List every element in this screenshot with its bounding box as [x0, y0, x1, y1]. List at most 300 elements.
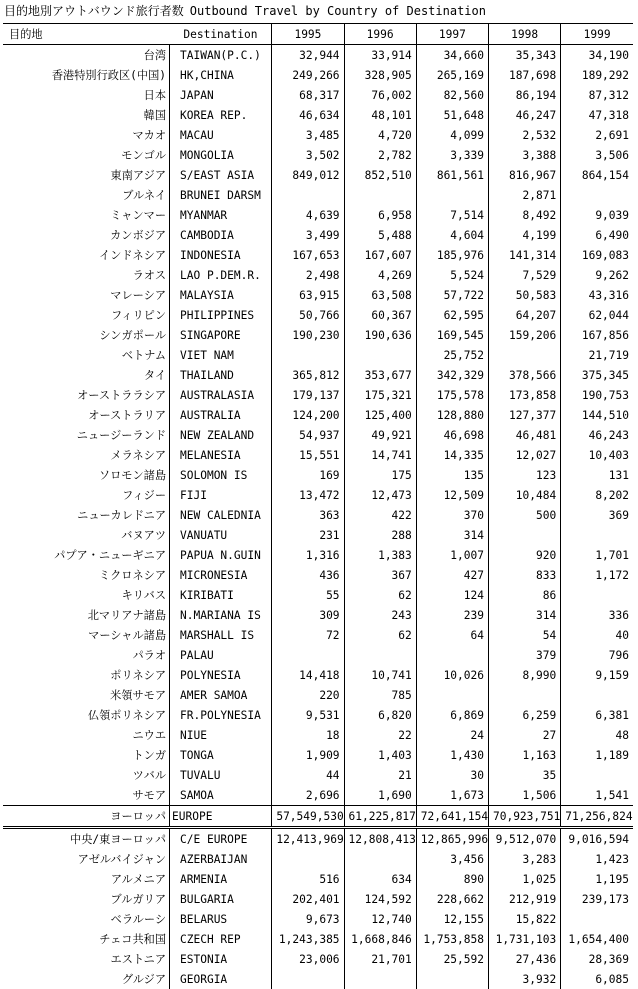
value-cell [272, 849, 344, 869]
value-cell: 123 [488, 465, 560, 485]
value-cell: 288 [344, 525, 416, 545]
table-row [3, 145, 633, 165]
value-cell: 10,026 [416, 665, 488, 685]
value-cell: 231 [272, 525, 344, 545]
value-cell: 14,418 [272, 665, 344, 685]
value-cell: 159,206 [488, 325, 560, 345]
value-cell: 3,339 [416, 145, 488, 165]
value-cell: 353,677 [344, 365, 416, 385]
table-row [3, 545, 633, 565]
value-cell: 220 [272, 685, 344, 705]
destination-ja-cell: ソロモン諸島 [3, 465, 170, 485]
destination-ja-cell: 韓国 [3, 105, 170, 125]
value-cell: 367 [344, 565, 416, 585]
destination-ja-cell: ニウエ [3, 725, 170, 745]
value-cell: 76,002 [344, 85, 416, 105]
value-cell: 48 [561, 725, 633, 745]
table-title [4, 3, 486, 19]
table-row [3, 365, 633, 385]
value-cell: 63,915 [272, 285, 344, 305]
destination-en-cell: S/EAST ASIA [170, 165, 272, 185]
destination-en-cell: MALAYSIA [170, 285, 272, 305]
value-cell: 6,869 [416, 705, 488, 725]
value-cell: 87,312 [561, 85, 633, 105]
table-row [3, 645, 633, 665]
destination-ja-cell: ニューカレドニア [3, 505, 170, 525]
value-cell: 190,636 [344, 325, 416, 345]
table-row [3, 105, 633, 125]
value-cell: 4,099 [416, 125, 488, 145]
value-cell [561, 585, 633, 605]
value-cell: 9,512,070 [488, 828, 560, 850]
value-cell: 57,549,530 [272, 806, 344, 828]
value-cell: 169,545 [416, 325, 488, 345]
destination-ja-cell: キリバス [3, 585, 170, 605]
value-cell: 6,085 [561, 969, 633, 989]
value-cell: 61,225,817 [344, 806, 416, 828]
value-cell: 3,283 [488, 849, 560, 869]
value-cell: 4,269 [344, 265, 416, 285]
value-cell: 27 [488, 725, 560, 745]
value-cell: 167,607 [344, 245, 416, 265]
table-row [3, 565, 633, 585]
value-cell: 71,256,824 [561, 806, 633, 828]
value-cell: 6,958 [344, 205, 416, 225]
destination-en-cell: THAILAND [170, 365, 272, 385]
destination-en-cell: BULGARIA [170, 889, 272, 909]
value-cell [272, 645, 344, 665]
value-cell: 9,016,594 [561, 828, 633, 850]
value-cell: 3,932 [488, 969, 560, 989]
value-cell: 144,510 [561, 405, 633, 425]
destination-en-cell: PALAU [170, 645, 272, 665]
table-row [3, 265, 633, 285]
value-cell: 328,905 [344, 65, 416, 85]
destination-ja-cell: ミクロネシア [3, 565, 170, 585]
value-cell: 920 [488, 545, 560, 565]
value-cell: 190,230 [272, 325, 344, 345]
value-cell: 3,506 [561, 145, 633, 165]
destination-en-cell: BELARUS [170, 909, 272, 929]
value-cell: 228,662 [416, 889, 488, 909]
value-cell: 816,967 [488, 165, 560, 185]
value-cell: 49,921 [344, 425, 416, 445]
value-cell: 68,317 [272, 85, 344, 105]
value-cell: 12,027 [488, 445, 560, 465]
value-cell: 336 [561, 605, 633, 625]
value-cell: 3,499 [272, 225, 344, 245]
value-cell: 1,690 [344, 785, 416, 806]
value-cell: 2,691 [561, 125, 633, 145]
destination-ja-cell: タイ [3, 365, 170, 385]
value-cell [416, 685, 488, 705]
destination-ja-cell: オーストラリア [3, 405, 170, 425]
destination-ja-cell: ヨーロッパ [3, 806, 170, 828]
destination-ja-cell: チェコ共和国 [3, 929, 170, 949]
value-cell: 2,871 [488, 185, 560, 205]
value-cell: 47,318 [561, 105, 633, 125]
value-cell: 18 [272, 725, 344, 745]
table-row [3, 125, 633, 145]
value-cell: 86,194 [488, 85, 560, 105]
table-row [3, 725, 633, 745]
value-cell: 849,012 [272, 165, 344, 185]
table-row [3, 65, 633, 85]
value-cell: 10,403 [561, 445, 633, 465]
value-cell: 187,698 [488, 65, 560, 85]
destination-ja-cell: インドネシア [3, 245, 170, 265]
table-row [3, 505, 633, 525]
value-cell: 9,262 [561, 265, 633, 285]
value-cell: 169,083 [561, 245, 633, 265]
table-row [3, 225, 633, 245]
destination-ja-cell: サモア [3, 785, 170, 806]
value-cell [416, 645, 488, 665]
value-cell: 10,484 [488, 485, 560, 505]
destination-ja-cell: ベトナム [3, 345, 170, 365]
value-cell: 12,413,969 [272, 828, 344, 850]
destination-ja-cell: カンボジア [3, 225, 170, 245]
value-cell: 189,292 [561, 65, 633, 85]
destination-ja-cell: フィリピン [3, 305, 170, 325]
value-cell: 2,782 [344, 145, 416, 165]
value-cell: 46,247 [488, 105, 560, 125]
value-cell: 12,473 [344, 485, 416, 505]
destination-en-cell: CZECH REP [170, 929, 272, 949]
value-cell: 1,403 [344, 745, 416, 765]
value-cell: 3,456 [416, 849, 488, 869]
destination-ja-cell: トンガ [3, 745, 170, 765]
value-cell: 1,172 [561, 565, 633, 585]
destination-ja-cell: 東南アジア [3, 165, 170, 185]
destination-en-cell: AMER SAMOA [170, 685, 272, 705]
value-cell: 167,856 [561, 325, 633, 345]
destination-en-cell: SOLOMON IS [170, 465, 272, 485]
destination-en-cell: KOREA REP. [170, 105, 272, 125]
value-cell: 50,766 [272, 305, 344, 325]
header-year: 1995 [272, 24, 344, 45]
title-en: Outbound Travel by Country of Destination [190, 4, 486, 18]
destination-ja-cell: グルジア [3, 969, 170, 989]
table-row [3, 165, 633, 185]
destination-en-cell: MARSHALL IS [170, 625, 272, 645]
value-cell: 500 [488, 505, 560, 525]
value-cell: 12,509 [416, 485, 488, 505]
destination-ja-cell: アゼルバイジャン [3, 849, 170, 869]
value-cell: 15,822 [488, 909, 560, 929]
value-cell: 30 [416, 765, 488, 785]
value-cell: 72 [272, 625, 344, 645]
table-row [3, 785, 633, 806]
table-row [3, 889, 633, 909]
value-cell [416, 185, 488, 205]
value-cell: 57,722 [416, 285, 488, 305]
table-row [3, 969, 633, 989]
value-cell: 169 [272, 465, 344, 485]
destination-en-cell: MICRONESIA [170, 565, 272, 585]
table-row [3, 806, 633, 828]
value-cell: 63,508 [344, 285, 416, 305]
table-row [3, 85, 633, 105]
destination-en-cell: SINGAPORE [170, 325, 272, 345]
value-cell: 10,741 [344, 665, 416, 685]
value-cell: 46,634 [272, 105, 344, 125]
destination-en-cell: VIET NAM [170, 345, 272, 365]
value-cell [272, 345, 344, 365]
value-cell: 43,316 [561, 285, 633, 305]
value-cell: 9,039 [561, 205, 633, 225]
value-cell: 124,200 [272, 405, 344, 425]
value-cell: 24 [416, 725, 488, 745]
value-cell: 314 [416, 525, 488, 545]
value-cell: 35,343 [488, 45, 560, 66]
value-cell: 796 [561, 645, 633, 665]
title-ja: 目的地別アウトバウンド旅行者数 [4, 4, 184, 18]
table-row [3, 765, 633, 785]
value-cell: 12,865,996 [416, 828, 488, 850]
value-cell [272, 185, 344, 205]
value-cell [561, 185, 633, 205]
table-row [3, 665, 633, 685]
destination-en-cell: TAIWAN(P.C.) [170, 45, 272, 66]
value-cell: 14,335 [416, 445, 488, 465]
value-cell: 82,560 [416, 85, 488, 105]
value-cell: 34,190 [561, 45, 633, 66]
table-row [3, 929, 633, 949]
destination-ja-cell: 米領サモア [3, 685, 170, 705]
destination-ja-cell: 香港特別行政区(中国) [3, 65, 170, 85]
destination-ja-cell: バヌアツ [3, 525, 170, 545]
value-cell: 62,595 [416, 305, 488, 325]
value-cell: 54,937 [272, 425, 344, 445]
destination-ja-cell: ニュージーランド [3, 425, 170, 445]
destination-en-cell: MACAU [170, 125, 272, 145]
value-cell: 5,524 [416, 265, 488, 285]
table-row [3, 869, 633, 889]
value-cell: 131 [561, 465, 633, 485]
destination-ja-cell: 日本 [3, 85, 170, 105]
table-row [3, 445, 633, 465]
value-cell: 9,159 [561, 665, 633, 685]
value-cell: 2,532 [488, 125, 560, 145]
value-cell: 13,472 [272, 485, 344, 505]
table-body [3, 45, 633, 989]
value-cell: 1,383 [344, 545, 416, 565]
destination-ja-cell: メラネシア [3, 445, 170, 465]
destination-ja-cell: 仏領ポリネシア [3, 705, 170, 725]
value-cell: 21 [344, 765, 416, 785]
destination-en-cell: INDONESIA [170, 245, 272, 265]
destination-en-cell: HK,CHINA [170, 65, 272, 85]
value-cell: 125,400 [344, 405, 416, 425]
value-cell: 60,367 [344, 305, 416, 325]
value-cell: 314 [488, 605, 560, 625]
value-cell: 6,490 [561, 225, 633, 245]
value-cell: 8,492 [488, 205, 560, 225]
value-cell: 21,701 [344, 949, 416, 969]
value-cell [488, 685, 560, 705]
value-cell: 375,345 [561, 365, 633, 385]
value-cell [344, 969, 416, 989]
value-cell: 7,529 [488, 265, 560, 285]
value-cell: 64,207 [488, 305, 560, 325]
destination-en-cell: SAMOA [170, 785, 272, 806]
destination-ja-cell: 中央/東ヨーロッパ [3, 828, 170, 850]
value-cell: 5,488 [344, 225, 416, 245]
value-cell: 833 [488, 565, 560, 585]
value-cell: 34,660 [416, 45, 488, 66]
value-cell: 54 [488, 625, 560, 645]
table-row [3, 485, 633, 505]
value-cell: 1,316 [272, 545, 344, 565]
value-cell: 249,266 [272, 65, 344, 85]
value-cell: 309 [272, 605, 344, 625]
table-row [3, 525, 633, 545]
value-cell: 3,485 [272, 125, 344, 145]
value-cell: 175,578 [416, 385, 488, 405]
destination-ja-cell: ベラルーシ [3, 909, 170, 929]
value-cell: 9,531 [272, 705, 344, 725]
value-cell: 9,673 [272, 909, 344, 929]
value-cell: 62,044 [561, 305, 633, 325]
header-destination-en: Destination [170, 24, 272, 45]
destination-en-cell: AZERBAIJAN [170, 849, 272, 869]
header-year: 1996 [344, 24, 416, 45]
destination-en-cell: NIUE [170, 725, 272, 745]
value-cell: 1,701 [561, 545, 633, 565]
destination-en-cell: JAPAN [170, 85, 272, 105]
destination-en-cell: PHILIPPINES [170, 305, 272, 325]
value-cell: 33,914 [344, 45, 416, 66]
value-cell: 32,944 [272, 45, 344, 66]
destination-ja-cell: ブルガリア [3, 889, 170, 909]
value-cell: 212,919 [488, 889, 560, 909]
value-cell [272, 969, 344, 989]
header-destination-ja: 目的地 [3, 24, 170, 45]
table-row [3, 425, 633, 445]
value-cell: 12,155 [416, 909, 488, 929]
value-cell: 864,154 [561, 165, 633, 185]
value-cell: 70,923,751 [488, 806, 560, 828]
value-cell: 239 [416, 605, 488, 625]
destination-ja-cell: ツバル [3, 765, 170, 785]
value-cell [561, 765, 633, 785]
table-row [3, 685, 633, 705]
table-row [3, 465, 633, 485]
destination-ja-cell: ブルネイ [3, 185, 170, 205]
destination-ja-cell: オーストララシア [3, 385, 170, 405]
value-cell: 6,381 [561, 705, 633, 725]
destination-ja-cell: パラオ [3, 645, 170, 665]
value-cell: 175 [344, 465, 416, 485]
value-cell: 427 [416, 565, 488, 585]
table-row [3, 285, 633, 305]
value-cell: 363 [272, 505, 344, 525]
value-cell: 128,880 [416, 405, 488, 425]
table-row [3, 405, 633, 425]
value-cell: 1,025 [488, 869, 560, 889]
value-cell: 1,668,846 [344, 929, 416, 949]
header-year: 1997 [416, 24, 488, 45]
value-cell: 35 [488, 765, 560, 785]
value-cell [561, 909, 633, 929]
value-cell: 2,498 [272, 265, 344, 285]
value-cell: 64 [416, 625, 488, 645]
destination-en-cell: GEORGIA [170, 969, 272, 989]
table-row [3, 345, 633, 365]
value-cell: 55 [272, 585, 344, 605]
value-cell: 265,169 [416, 65, 488, 85]
destination-en-cell: EUROPE [170, 806, 272, 828]
value-cell: 51,648 [416, 105, 488, 125]
table-row [3, 305, 633, 325]
destination-ja-cell: ミャンマー [3, 205, 170, 225]
destination-en-cell: AUSTRALIA [170, 405, 272, 425]
table-row [3, 585, 633, 605]
value-cell: 369 [561, 505, 633, 525]
value-cell: 1,731,103 [488, 929, 560, 949]
value-cell: 1,506 [488, 785, 560, 806]
table-row [3, 705, 633, 725]
value-cell: 28,369 [561, 949, 633, 969]
value-cell: 46,243 [561, 425, 633, 445]
value-cell: 127,377 [488, 405, 560, 425]
value-cell: 124 [416, 585, 488, 605]
destination-en-cell: NEW CALEDNIA [170, 505, 272, 525]
table-row [3, 185, 633, 205]
value-cell [561, 525, 633, 545]
value-cell [561, 685, 633, 705]
value-cell: 4,639 [272, 205, 344, 225]
value-cell: 436 [272, 565, 344, 585]
header-row [3, 24, 633, 45]
value-cell: 634 [344, 869, 416, 889]
value-cell: 14,741 [344, 445, 416, 465]
table-row [3, 909, 633, 929]
value-cell: 135 [416, 465, 488, 485]
destination-en-cell: ESTONIA [170, 949, 272, 969]
value-cell: 7,514 [416, 205, 488, 225]
value-cell: 1,007 [416, 545, 488, 565]
table-row [3, 828, 633, 850]
table-row [3, 385, 633, 405]
value-cell: 370 [416, 505, 488, 525]
table-row [3, 45, 633, 66]
value-cell: 190,753 [561, 385, 633, 405]
destination-en-cell: VANUATU [170, 525, 272, 545]
destination-en-cell: LAO P.DEM.R. [170, 265, 272, 285]
value-cell: 422 [344, 505, 416, 525]
table-row [3, 949, 633, 969]
destination-ja-cell: マカオ [3, 125, 170, 145]
value-cell: 861,561 [416, 165, 488, 185]
destination-en-cell: MYANMAR [170, 205, 272, 225]
destination-ja-cell: 北マリアナ諸島 [3, 605, 170, 625]
value-cell: 1,430 [416, 745, 488, 765]
outbound-travel-table [3, 23, 633, 989]
value-cell: 4,604 [416, 225, 488, 245]
value-cell: 12,740 [344, 909, 416, 929]
destination-en-cell: ARMENIA [170, 869, 272, 889]
value-cell: 243 [344, 605, 416, 625]
value-cell: 3,388 [488, 145, 560, 165]
value-cell: 202,401 [272, 889, 344, 909]
destination-en-cell: POLYNESIA [170, 665, 272, 685]
value-cell: 6,259 [488, 705, 560, 725]
value-cell: 1,423 [561, 849, 633, 869]
value-cell: 365,812 [272, 365, 344, 385]
destination-en-cell: N.MARIANA IS [170, 605, 272, 625]
